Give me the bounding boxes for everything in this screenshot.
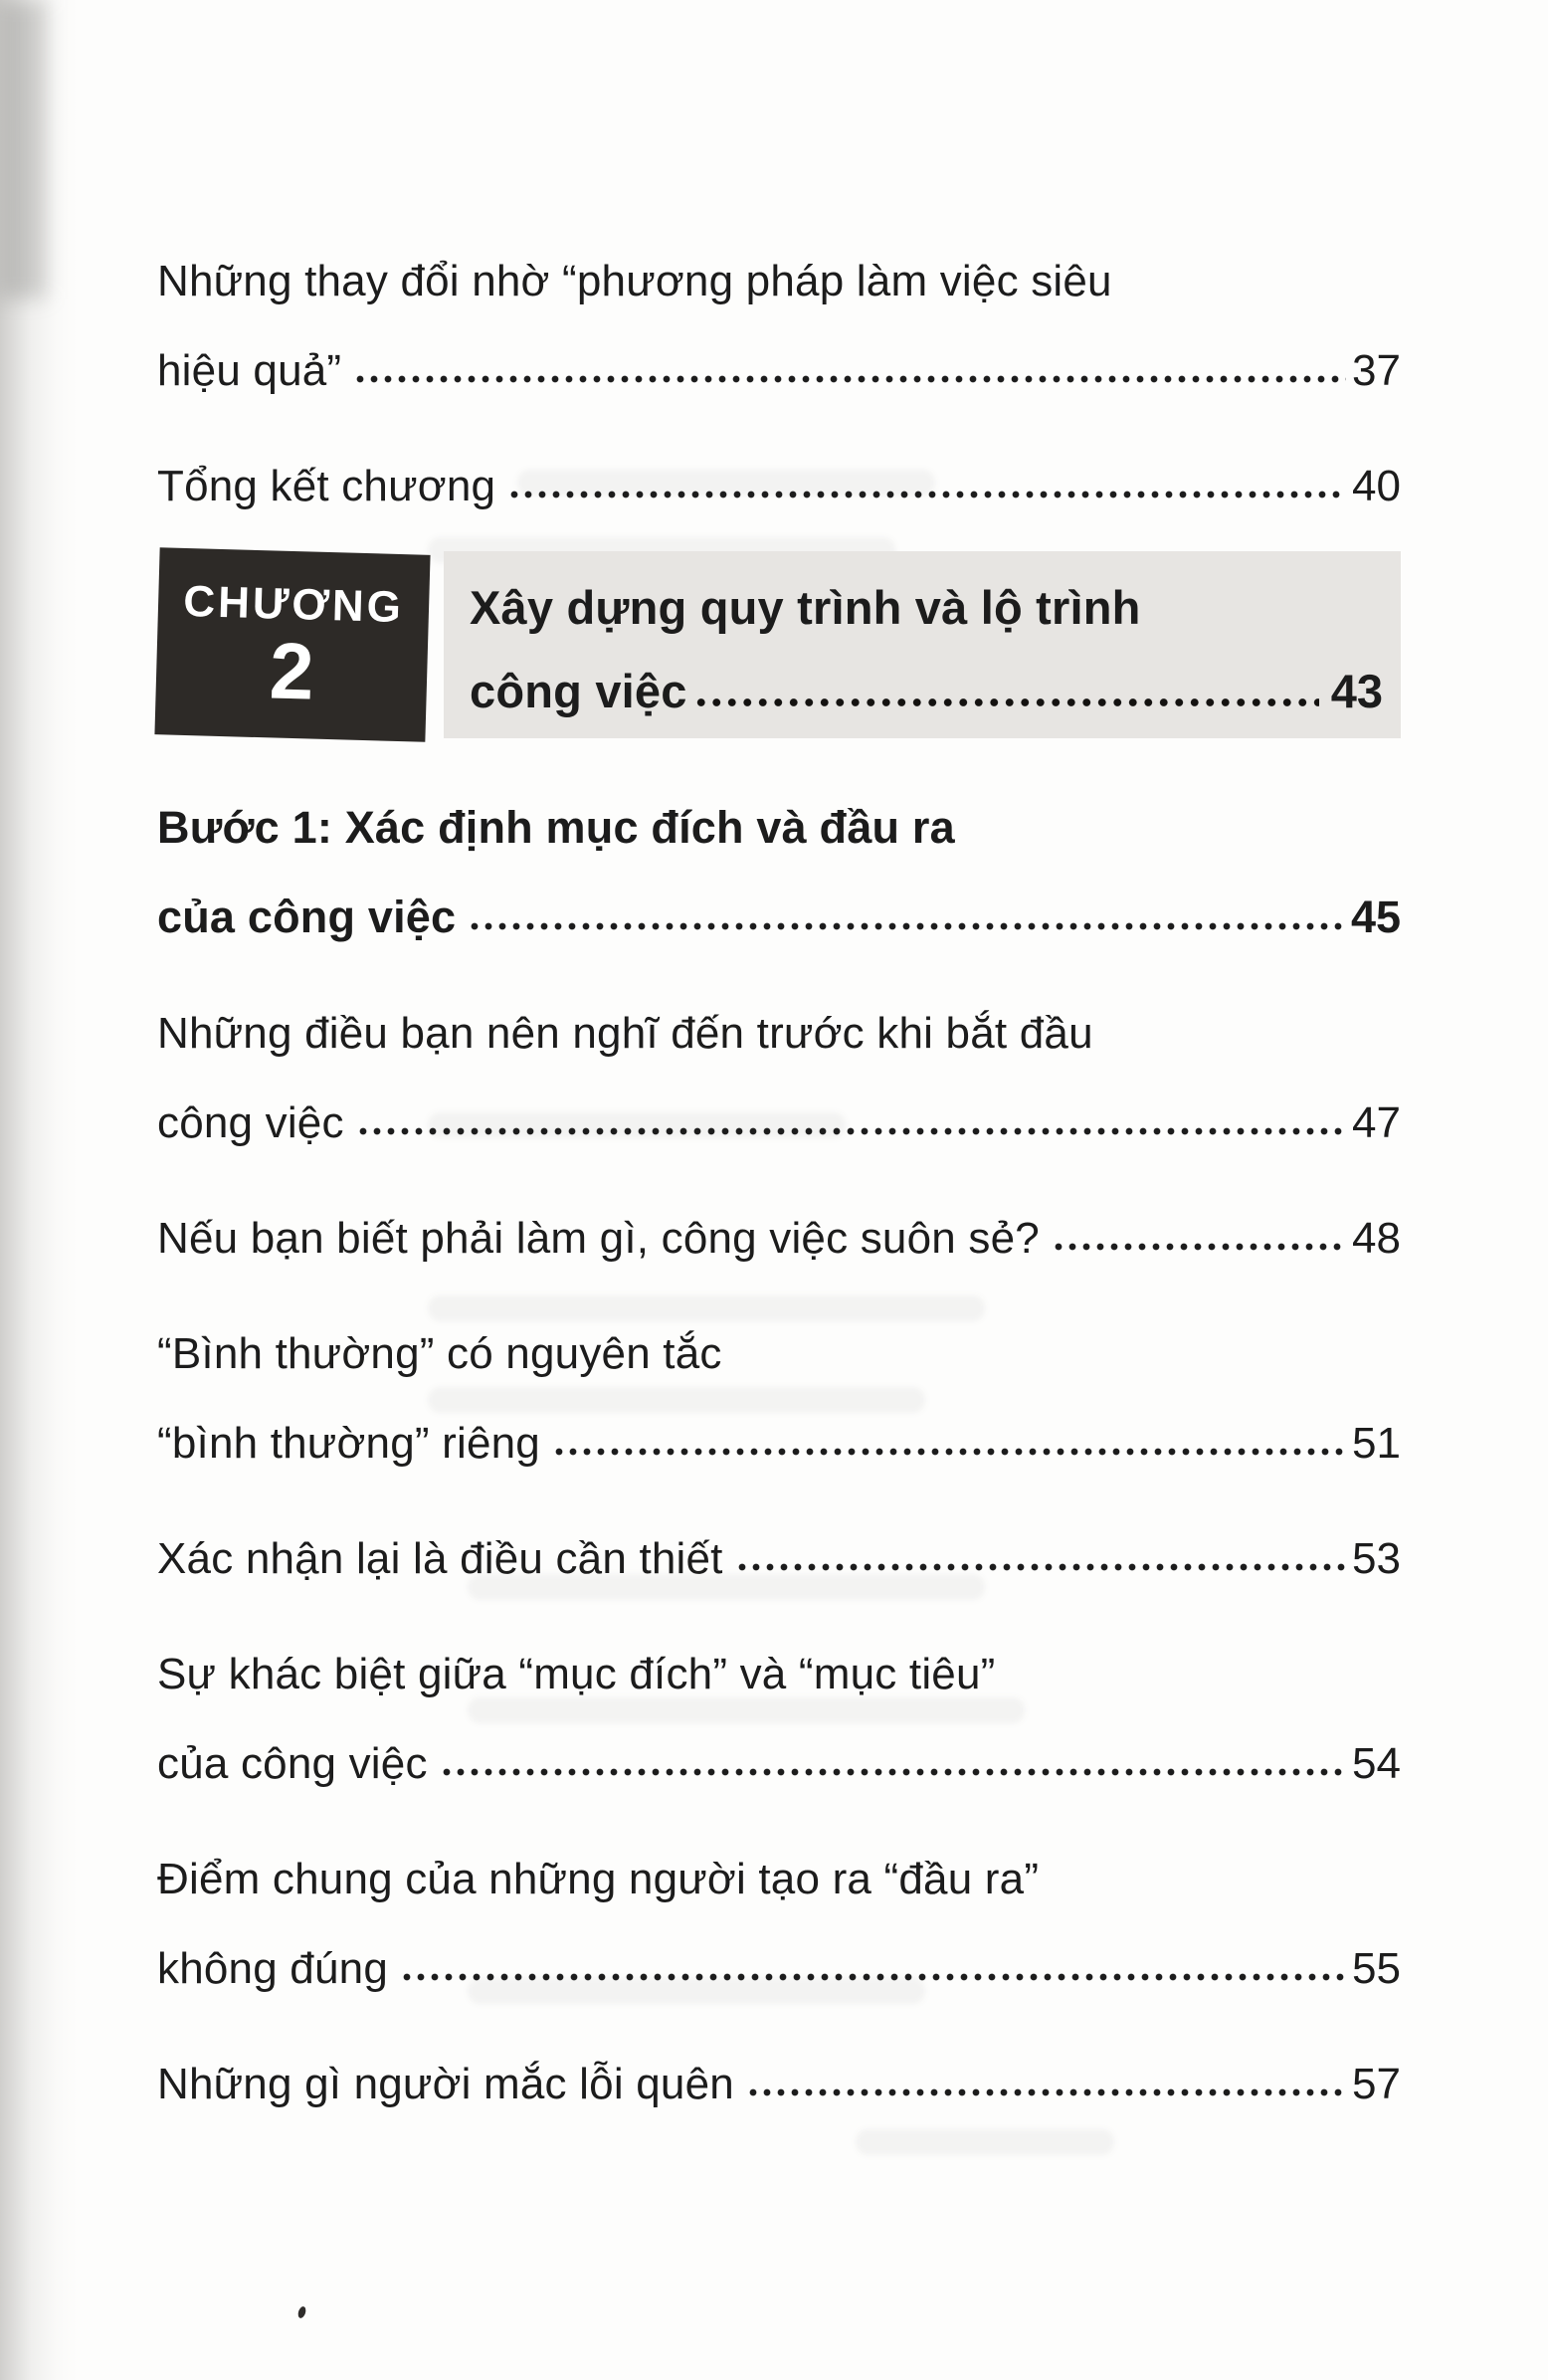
toc-entry-text: của công việc <box>157 892 457 942</box>
toc-entry-text: không đúng <box>157 1944 388 1993</box>
toc-entry-line <box>157 231 1401 320</box>
toc-entry-text: Bước 1: Xác định mục đích và đầu ra <box>157 802 955 853</box>
dot-leader <box>1052 1242 1346 1252</box>
chapter-badge-number: 2 <box>268 626 315 716</box>
page-number: 48 <box>1352 1214 1401 1263</box>
chapter-heading <box>157 551 1401 738</box>
toc-entry-line <box>157 1624 1401 1713</box>
toc-entry <box>157 1508 1401 1598</box>
page-number: 55 <box>1352 1944 1401 1993</box>
toc-entry <box>157 2034 1401 2123</box>
toc-entry <box>157 778 1401 957</box>
page-number: 45 <box>1350 892 1401 942</box>
chapter-title-line <box>470 563 1383 647</box>
toc-entry-text: Xác nhận lại là điều cần thiết <box>157 1534 723 1583</box>
page-number: 40 <box>1352 462 1401 510</box>
toc-entry-text: “bình thường” riêng <box>157 1419 540 1468</box>
chapter-title-text: công việc <box>470 665 687 717</box>
chapter-badge-label: CHƯƠNG <box>182 576 405 633</box>
toc-entry-line <box>157 2034 1401 2123</box>
dot-leader <box>507 490 1346 499</box>
toc-entry-line <box>157 1713 1401 1803</box>
dot-leader <box>440 1767 1346 1777</box>
toc-entry <box>157 1829 1401 2008</box>
toc-entry-text: Nếu bạn biết phải làm gì, công việc suôn sẻ? <box>157 1214 1040 1263</box>
toc-entry-text: Điểm chung của những người tạo ra “đầu ra” <box>157 1855 1040 1903</box>
toc-entry-line <box>157 868 1401 957</box>
toc-entry-line <box>157 1829 1401 1918</box>
toc-entry-text: Sự khác biệt giữa “mục đích” và “mục tiêu” <box>157 1650 996 1698</box>
toc-entry-text: Những thay đổi nhờ “phương pháp làm việc siêu <box>157 257 1112 305</box>
scan-corner-artifact <box>0 0 46 298</box>
toc-entry-text: công việc <box>157 1098 344 1147</box>
chapter-title <box>444 551 1401 738</box>
dot-leader <box>693 696 1319 708</box>
toc-entry-line <box>157 1393 1401 1483</box>
dot-leader <box>552 1447 1346 1457</box>
toc-entry <box>157 1303 1401 1483</box>
toc-entry-text: Tổng kết chương <box>157 462 496 510</box>
dot-leader <box>400 1972 1346 1982</box>
toc-entry <box>157 436 1401 525</box>
page-number: 47 <box>1352 1098 1401 1147</box>
chapter-badge <box>154 547 430 742</box>
toc-entry-line <box>157 1188 1401 1278</box>
toc-entry-line <box>157 436 1401 525</box>
toc-entry-line <box>157 1073 1401 1162</box>
toc-entry-line <box>157 1508 1401 1598</box>
toc-entry-line <box>157 778 1401 868</box>
toc-entry-text: “Bình thường” có nguyên tắc <box>157 1329 722 1378</box>
toc-entry-line <box>157 1918 1401 2008</box>
scan-edge-artifact <box>0 0 78 2380</box>
toc-entry <box>157 983 1401 1162</box>
dot-leader <box>735 1562 1346 1572</box>
page-number: 37 <box>1352 346 1401 395</box>
toc-entry <box>157 1188 1401 1278</box>
page-number: 54 <box>1352 1739 1401 1788</box>
dot-leader <box>746 2087 1346 2097</box>
chapter-title-text: Xây dựng quy trình và lộ trình <box>470 581 1141 634</box>
chapter-title-line <box>470 647 1383 730</box>
toc-entry-line <box>157 983 1401 1073</box>
toc-entry-text: của công việc <box>157 1739 428 1788</box>
toc-entry-text: hiệu quả” <box>157 346 342 395</box>
ink-speck <box>296 2305 306 2319</box>
toc-entry-line <box>157 320 1401 410</box>
toc-entry <box>157 231 1401 410</box>
toc-entry-text: Những điều bạn nên nghĩ đến trước khi bắt đầu <box>157 1009 1093 1058</box>
toc-entry <box>157 1624 1401 1803</box>
page-number: 57 <box>1352 2060 1401 2108</box>
toc-entry-text: Những gì người mắc lỗi quên <box>157 2060 734 2108</box>
toc-entry-line <box>157 1303 1401 1393</box>
dot-leader <box>353 374 1346 384</box>
table-of-contents <box>157 231 1401 2149</box>
page-number: 51 <box>1352 1419 1401 1468</box>
page-number: 43 <box>1330 665 1383 717</box>
dot-leader <box>356 1126 1346 1136</box>
dot-leader <box>468 921 1345 931</box>
page-number: 53 <box>1352 1534 1401 1583</box>
